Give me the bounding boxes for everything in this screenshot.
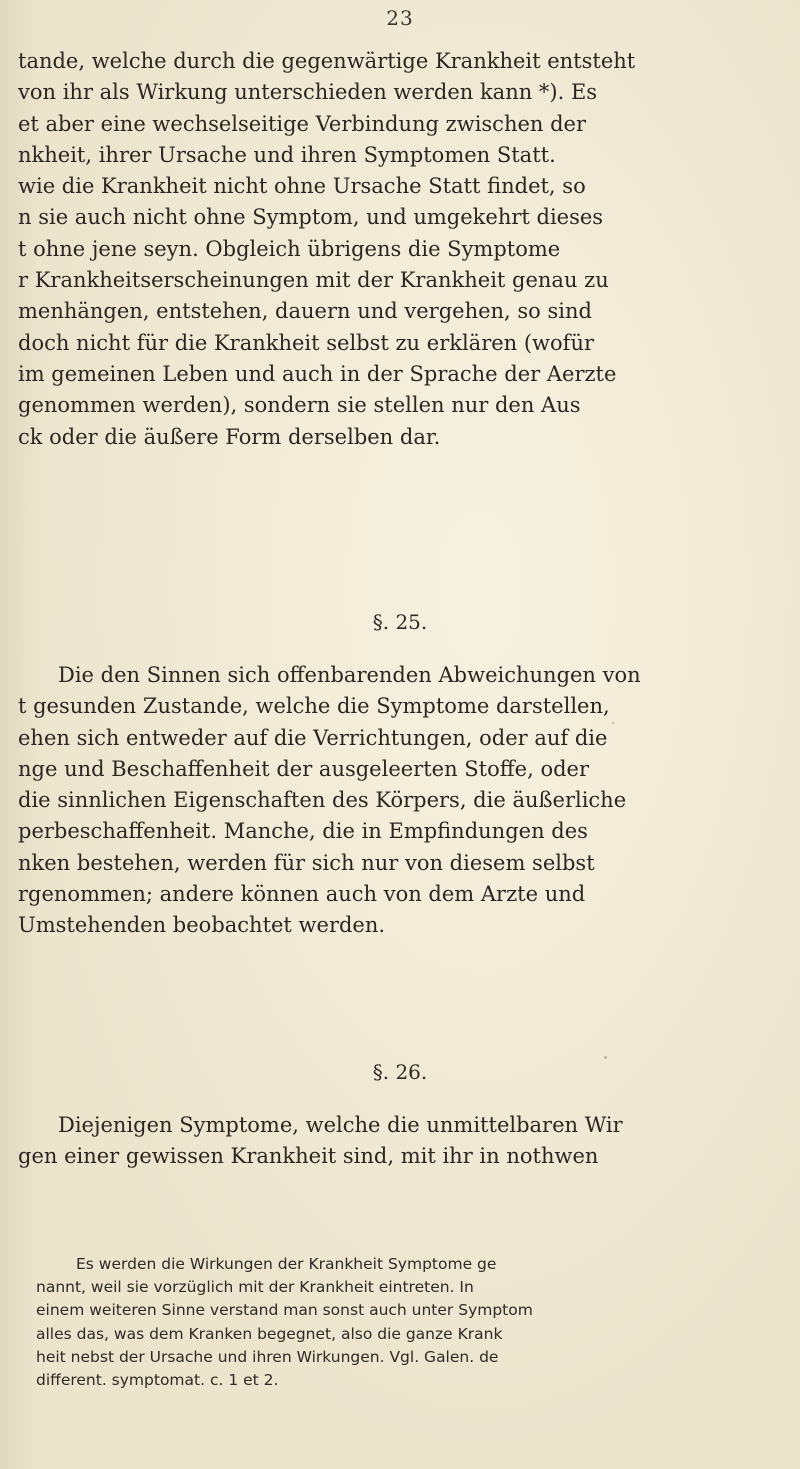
text-line: t ohne jene seyn. Obgleich übrigens die Symptome <box>18 236 561 261</box>
paper-speck <box>612 722 614 724</box>
text-line: et aber eine wechselseitige Verbindung zwischen der <box>18 111 587 136</box>
section-heading-26: §. 26. <box>372 1060 428 1084</box>
paragraph-1 <box>18 46 788 453</box>
text-line: Umstehenden beobachtet werden. <box>18 913 386 938</box>
text-line: nge und Beschaffenheit der ausgeleerten Stoffe, oder <box>18 756 590 781</box>
paper-speck <box>22 374 24 376</box>
text-line: n sie auch nicht ohne Symptom, und umgekehrt dieses <box>18 205 604 230</box>
footnote-line: einem weiteren Sinne verstand man sonst auch unter Symptom <box>36 1301 533 1320</box>
text-line: von ihr als Wirkung unterschieden werden kann *). Es <box>18 80 598 105</box>
section-heading-25: §. 25. <box>372 610 428 634</box>
footnote-line: alles das, was dem Kranken begegnet, also die ganze Krank <box>36 1324 503 1343</box>
text-line: nken bestehen, werden für sich nur von diesem selbst <box>18 850 595 875</box>
text-line: die sinnlichen Eigenschaften des Körpers, die äußerliche <box>18 788 627 813</box>
footnote-line: different. symptomat. c. 1 et 2. <box>36 1370 279 1389</box>
text-line: ck oder die äußere Form derselben dar. <box>18 424 441 449</box>
text-line: gen einer gewissen Krankheit sind, mit ihr in nothwen <box>18 1144 599 1169</box>
footnote-line: Es werden die Wirkungen der Krankheit Symptome ge <box>76 1255 497 1273</box>
paper-speck <box>604 1056 607 1059</box>
text-line: wie die Krankheit nicht ohne Ursache Statt findet, so <box>18 174 586 199</box>
footnote <box>36 1253 776 1392</box>
page-number: 23 <box>386 6 414 30</box>
text-line: tande, welche durch die gegenwärtige Krankheit entsteht <box>18 49 636 73</box>
text-line: r Krankheitserscheinungen mit der Krankheit genau zu <box>18 268 609 293</box>
text-line: menhängen, entstehen, dauern und vergehen, so sind <box>18 299 592 324</box>
text-line: perbeschaffenheit. Manche, die in Empfindungen des <box>18 819 588 844</box>
text-line: genommen werden), sondern sie stellen nur den Aus <box>18 393 581 418</box>
footnote-line: nannt, weil sie vorzüglich mit der Krankheit eintreten. In <box>36 1278 474 1297</box>
text-line: nkheit, ihrer Ursache und ihren Symptomen Statt. <box>18 142 556 167</box>
text-line: im gemeinen Leben und auch in der Sprache der Aerzte <box>18 361 617 386</box>
footnote-line: heit nebst der Ursache und ihren Wirkungen. Vgl. Galen. de <box>36 1347 499 1366</box>
text-line: ehen sich entweder auf die Verrichtungen, oder auf die <box>18 725 608 750</box>
text-line: doch nicht für die Krankheit selbst zu erklären (wofür <box>18 330 595 355</box>
section-26-text <box>18 1110 788 1173</box>
text-line: Diejenigen Symptome, welche die unmittelbaren Wir <box>58 1113 623 1137</box>
text-line: t gesunden Zustande, welche die Symptome darstellen, <box>18 694 610 719</box>
text-line: Die den Sinnen sich offenbarenden Abweichungen von <box>58 663 641 687</box>
text-line: rgenommen; andere können auch von dem Arzte und <box>18 882 586 907</box>
section-25-text <box>18 660 788 942</box>
